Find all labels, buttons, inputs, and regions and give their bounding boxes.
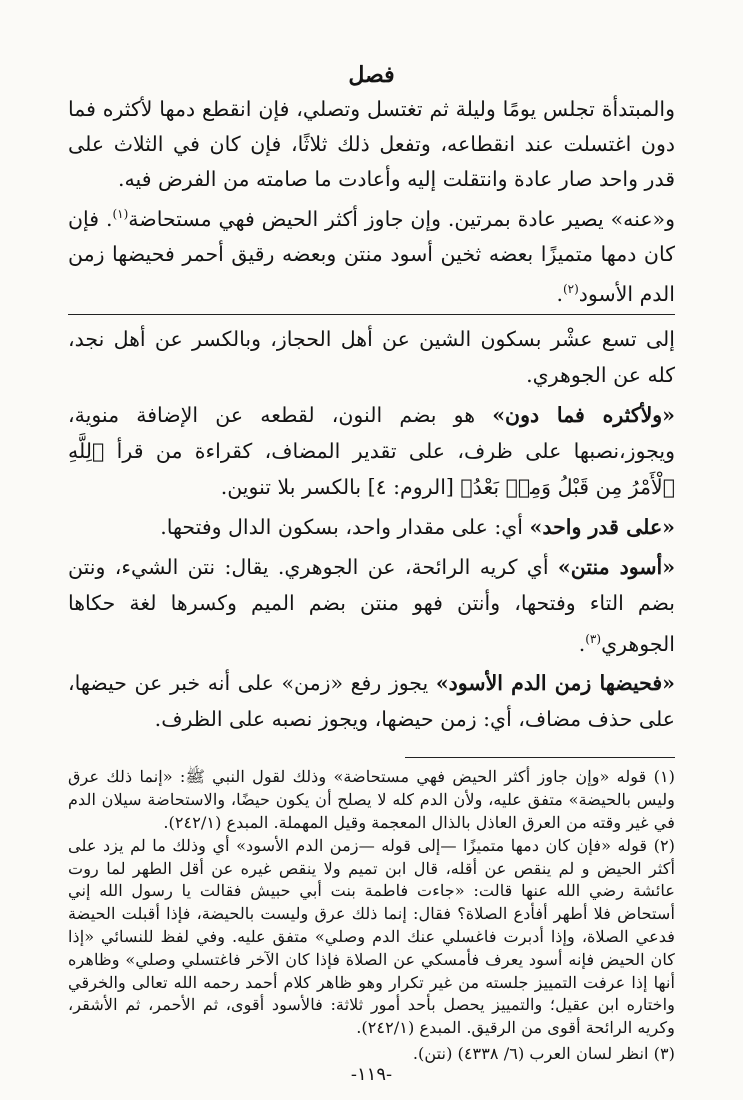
footnote-ref: (٣)	[585, 631, 602, 646]
matn-text: و«عنه» يصير عادة بمرتين. وإن جاوز أكثر الحيض فهي مستحاضة	[128, 206, 675, 231]
footnote: (٢) قوله «فإن كان دمها متميزًا —إلى قوله —زمن الدم الأسود» أي وذلك ما لم يزد على أكثر الحيض و لم ينقص عن أقله، قال ابن تميم ولا ينقص غيره عن أقل الطهر لما روت عائشة رضي الله عنها قالت: «جاءت فاطمة بنت أبي حبيش فقالت يا رسول الله إني أستحاض فلا أطهر أفأدع الصلاة؟ فقال: إنما ذلك عرق وليست بالحيضة، فإذا أقبلت الحيضة فدعي الصلاة، وإذا أدبرت فاغسلي عنك الدم وصلي» متفق عليه. وفي لفظ للنسائي «إذا كان الحيض فإنه أسود يعرف فأمسكي عن الصلاة فإذا كان الآخر فاغتسلي وصلي» وظاهره أنها إذا عرفت التمييز جلسته من غير تكرار وهو ظاهر كلام أحمد رحمه الله تعالى والخرقي واختاره ابن عقيل؛ والتمييز يحصل بأحد أمور ثلاثة: فالأسود أقوى، ثم الأحمر، ثم الأشقر، وكريه الرائحة أقوى من الرقيق. المبدع (٢٤٢/١).	[68, 835, 675, 1038]
matn-text: . فإن كان دمها متميزًا بعضه ثخين أسود منتن وبعضه رقيق أحمر فحيضها زمن الدم الأسود	[68, 206, 675, 306]
quoted-term: «ولأكثره فما دون»	[492, 402, 675, 427]
quoted-term: «أسود منتن»	[557, 554, 676, 579]
matn-text: .	[556, 281, 563, 306]
commentary-text: هو بضم النون، لقطعه عن الإضافة منوية، ويجوز،نصبها على ظرف، على تقدير المضاف، كقراءة من قرأ ﴿لِلَّهِ ٱلْأَمْرُ مِن قَبْلُ وَمِنۢ بَعْدُ﴾ [الروم: ٤] بالكسر بلا تنوين.	[68, 402, 675, 499]
quoted-term: «فحيضها زمن الدم الأسود»	[435, 671, 675, 696]
commentary-text: .	[578, 631, 586, 656]
commentary-text: أي كريه الرائحة، عن الجوهري. يقال: نتن الشيء، ونتن بضم التاء وفتحها، وأنتن فهو منتن بضم الميم وكسرها لغة حكاها الجوهري	[68, 554, 675, 656]
main-text	[68, 92, 675, 312]
page-number: -١١٩-	[350, 1064, 393, 1085]
commentary-paragraph	[68, 509, 675, 545]
commentary-paragraph	[68, 397, 675, 505]
section-heading: فصل	[348, 62, 395, 88]
footnote-divider	[405, 757, 675, 758]
footnote-ref: (١)	[112, 207, 129, 221]
footnotes	[68, 766, 675, 1065]
quoted-term: «على قدر واحد»	[529, 514, 675, 539]
commentary-paragraph	[68, 665, 675, 737]
commentary-text: يجوز رفع «زمن» على أنه خبر عن حيضها، على حذف مضاف، أي: زمن حيضها، ويجوز نصبه على الظرف.	[68, 671, 675, 732]
matn-paragraph	[68, 197, 675, 312]
commentary	[68, 321, 675, 738]
commentary-text: أي: على مقدار واحد، بسكون الدال وفتحها.	[160, 514, 530, 539]
commentary-paragraph: إلى تسع عشْر بسكون الشين عن أهل الحجاز، وبالكسر عن أهل نجد، كله عن الجوهري.	[68, 326, 675, 387]
matn-paragraph: والمبتدأة تجلس يومًا وليلة ثم تغتسل وتصلي، فإن انقطع دمها لأكثره فما دون اغتسلت عند انقطاعه، وتفعل ذلك ثلاثًا، فإن كان في الثلاث على قدر واحد صار عادة وانتقلت إليه وأعادت ما صامته من الفرض فيه.	[68, 97, 675, 191]
footnote: (٣) انظر لسان العرب (٦/ ٤٣٣٨) (نتن).	[412, 1044, 675, 1064]
main-divider	[68, 314, 675, 315]
footnote-ref: (٢)	[562, 281, 579, 296]
commentary-paragraph	[68, 549, 675, 662]
footnote: (١) قوله «وإن جاوز أكثر الحيض فهي مستحاضة» وذلك لقول النبي ﷺ: «إنما ذلك عرق وليس بالحيضة» متفق عليه، ولأن الدم كله لا يصلح أن يكون حيضًا، والاستحاضة سيلان الدم في غير وقته من العرق العاذل بالذال المعجمة وقيل المهملة. المبدع (٢٤٢/١).	[68, 767, 675, 833]
